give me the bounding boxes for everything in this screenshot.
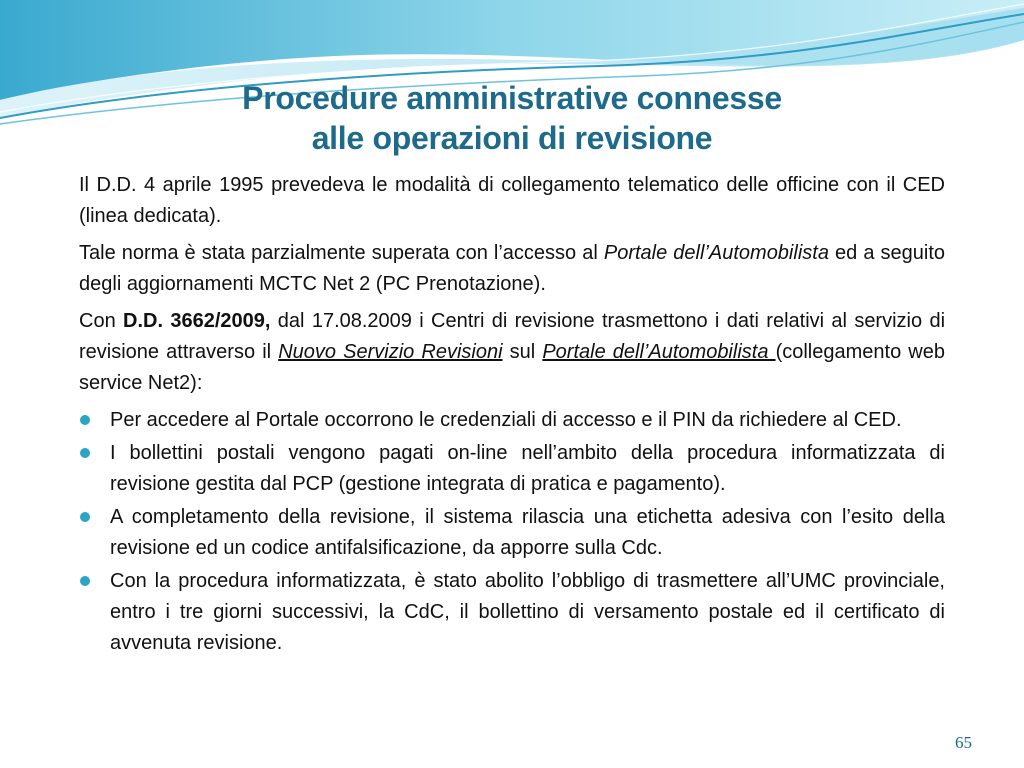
p3-mid: dal 17.08.2009 i Centri di revisione trasmettono i dati relativi al servizio di revisione attraverso il <box>79 310 946 363</box>
p3-pre: Con <box>79 310 124 332</box>
paragraph-portale <box>79 238 945 300</box>
p2-pre: Tale norma è stata parzialmente superata con l’accesso al <box>79 242 604 264</box>
bullet-dot-icon <box>80 448 90 458</box>
bullet-item <box>79 566 945 659</box>
page-number: 65 <box>955 733 972 752</box>
bullet-item <box>79 502 945 564</box>
p3-sul: sul <box>502 341 543 363</box>
p3-post: (collegamento web service Net2): <box>79 341 945 394</box>
nuovo-servizio-revisioni-link[interactable]: Nuovo Servizio Revisioni <box>278 341 503 363</box>
bullet-dot-icon <box>80 512 90 522</box>
bullet-item <box>79 405 945 436</box>
bullet-dot-icon <box>80 415 90 425</box>
paragraph-dd-1995: Il D.D. 4 aprile 1995 prevedeva le modalità di collegamento telematico delle officine con il CED (linea dedicata). <box>79 174 945 227</box>
p2-post: ed a seguito degli aggiornamenti MCTC Net 2 (PC Prenotazione). <box>79 242 946 295</box>
slide-body <box>79 170 945 661</box>
bullet-item <box>79 438 945 500</box>
bullet-dot-icon <box>80 576 90 586</box>
slide-title-line1: Procedure amministrative connesse <box>242 80 782 116</box>
dd-reference: D.D. 3662/2009, <box>123 310 271 332</box>
slide-title-line2: alle operazioni di revisione <box>311 120 713 156</box>
bullet-text: Con la procedura informatizzata, è stato abolito l’obbligo di trasmettere all’UMC provinciale, entro i tre giorni successivi, la CdC, il bollettino di versamento postale ed il certificato di avvenuta revisione. <box>110 570 945 654</box>
bullet-text: I bollettini postali vengono pagati on-line nell’ambito della procedura informatizzata di revisione gestita dal PCP (gestione integrata di pratica e pagamento). <box>110 442 945 495</box>
portale-automobilista-link[interactable]: Portale dell’Automobilista <box>542 341 776 363</box>
bullet-text: Per accedere al Portale occorrono le credenziali di accesso e il PIN da richiedere al CED. <box>110 409 902 431</box>
portale-automobilista-text: Portale dell’Automobilista <box>603 242 829 264</box>
paragraph-dd-2009 <box>79 306 945 399</box>
bullet-text: A completamento della revisione, il sistema rilascia una etichetta adesiva con l’esito della revisione ed un codice antifalsificazione, da apporre sulla Cdc. <box>110 506 945 559</box>
slide-title <box>0 78 1024 158</box>
